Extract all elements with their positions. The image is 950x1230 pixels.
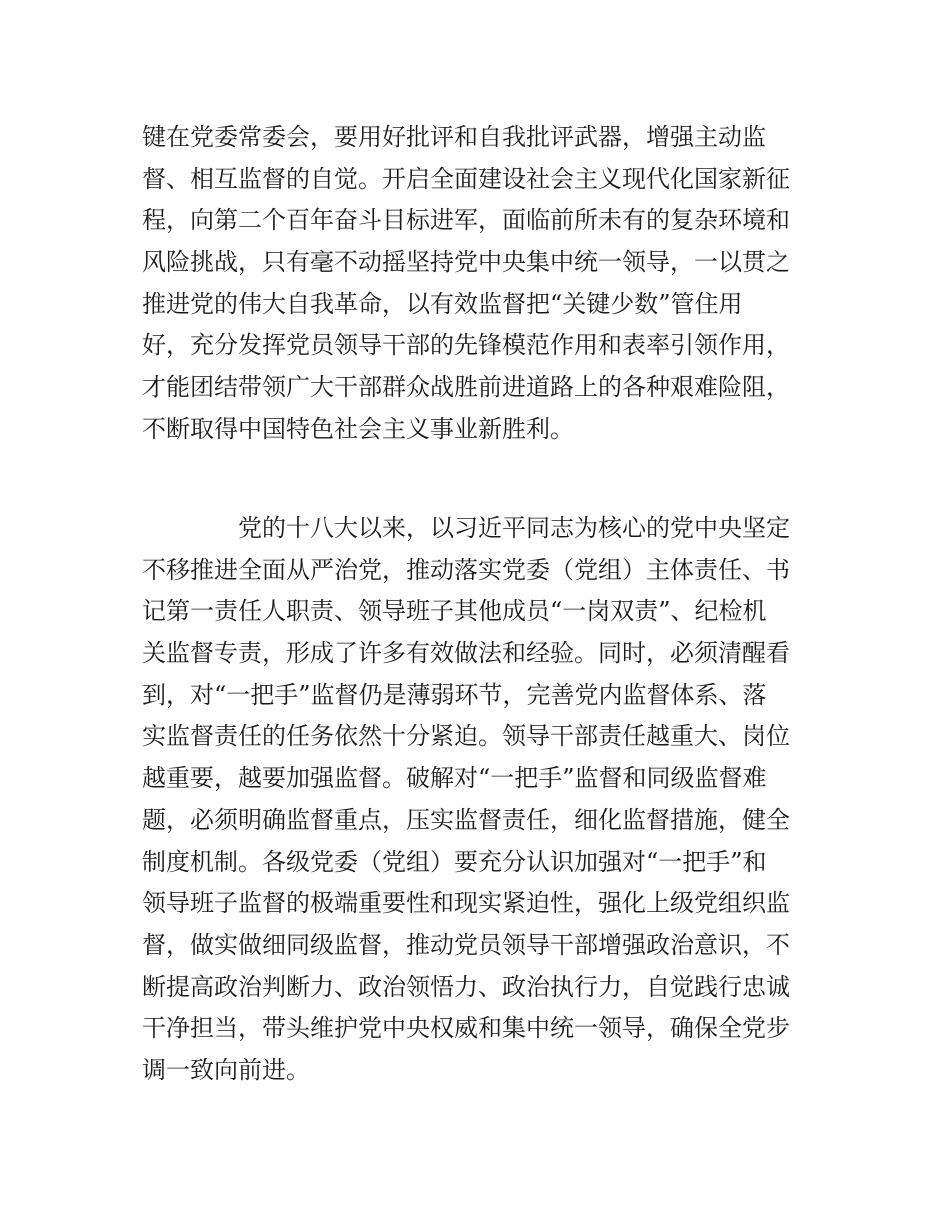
paragraph-2-line-14: 调一致向前进。 <box>142 1055 310 1084</box>
paragraph-1-line-7: 才能团结带领广大干部群众战胜前进道路上的各种艰难险阻， <box>142 373 790 402</box>
paragraph-2-line-7: 越重要，越要加强监督。破解对“一把手”监督和同级监督难 <box>142 764 767 793</box>
paragraph-2-line-12: 断提高政治判断力、政治领悟力、政治执行力，自觉践行忠诚 <box>142 972 790 1001</box>
paragraph-1-line-1: 键在党委常委会，要用好批评和自我批评武器，增强主动监 <box>142 123 766 151</box>
paragraph-2-line-3: 记第一责任人职责、领导班子其他成员“一岗双责”、纪检机 <box>142 597 767 626</box>
paragraph-1 <box>142 117 822 451</box>
paragraph-1-line-4: 风险挑战，只有毫不动摇坚持党中央集中统一领导，一以贯之 <box>142 248 790 277</box>
paragraph-1-line-3: 程，向第二个百年奋斗目标进军，面临前所未有的复杂环境和 <box>142 206 790 235</box>
paragraph-2-line-4: 关监督专责，形成了许多有效做法和经验。同时，必须清醒看 <box>142 639 790 668</box>
paragraph-2-line-1: 党的十八大以来，以习近平同志为核心的党中央坚定 <box>238 514 790 542</box>
paragraph-2-line-11: 督，做实做细同级监督，推动党员领导干部增强政治意识，不 <box>142 930 790 959</box>
paragraph-1-line-8: 不断取得中国特色社会主义事业新胜利。 <box>142 414 574 443</box>
paragraph-2-line-6: 实监督责任的任务依然十分紧迫。领导干部责任越重大、岗位 <box>142 722 790 751</box>
paragraph-2-line-13: 干净担当，带头维护党中央权威和集中统一领导，确保全党步 <box>142 1014 790 1043</box>
paragraph-2-line-9: 制度机制。各级党委（党组）要充分认识加强对“一把手”和 <box>142 847 767 876</box>
paragraph-2-line-10: 领导班子监督的极端重要性和现实紧迫性，强化上级党组织监 <box>142 889 790 918</box>
paragraph-2-line-2: 不移推进全面从严治党，推动落实党委（党组）主体责任、书 <box>142 555 790 584</box>
paragraph-2-line-8: 题，必须明确监督重点，压实监督责任，细化监督措施，健全 <box>142 805 790 834</box>
paragraph-2 <box>142 508 822 1092</box>
paragraph-1-line-5: 推进党的伟大自我革命，以有效监督把“关键少数”管住用 <box>142 289 743 318</box>
paragraph-1-line-2: 督、相互监督的自觉。开启全面建设社会主义现代化国家新征 <box>142 164 790 193</box>
paragraph-2-line-5: 到，对“一把手”监督仍是薄弱环节，完善党内监督体系、落 <box>142 680 767 709</box>
paragraph-1-line-6: 好，充分发挥党员领导干部的先锋模范作用和表率引领作用， <box>142 331 790 360</box>
